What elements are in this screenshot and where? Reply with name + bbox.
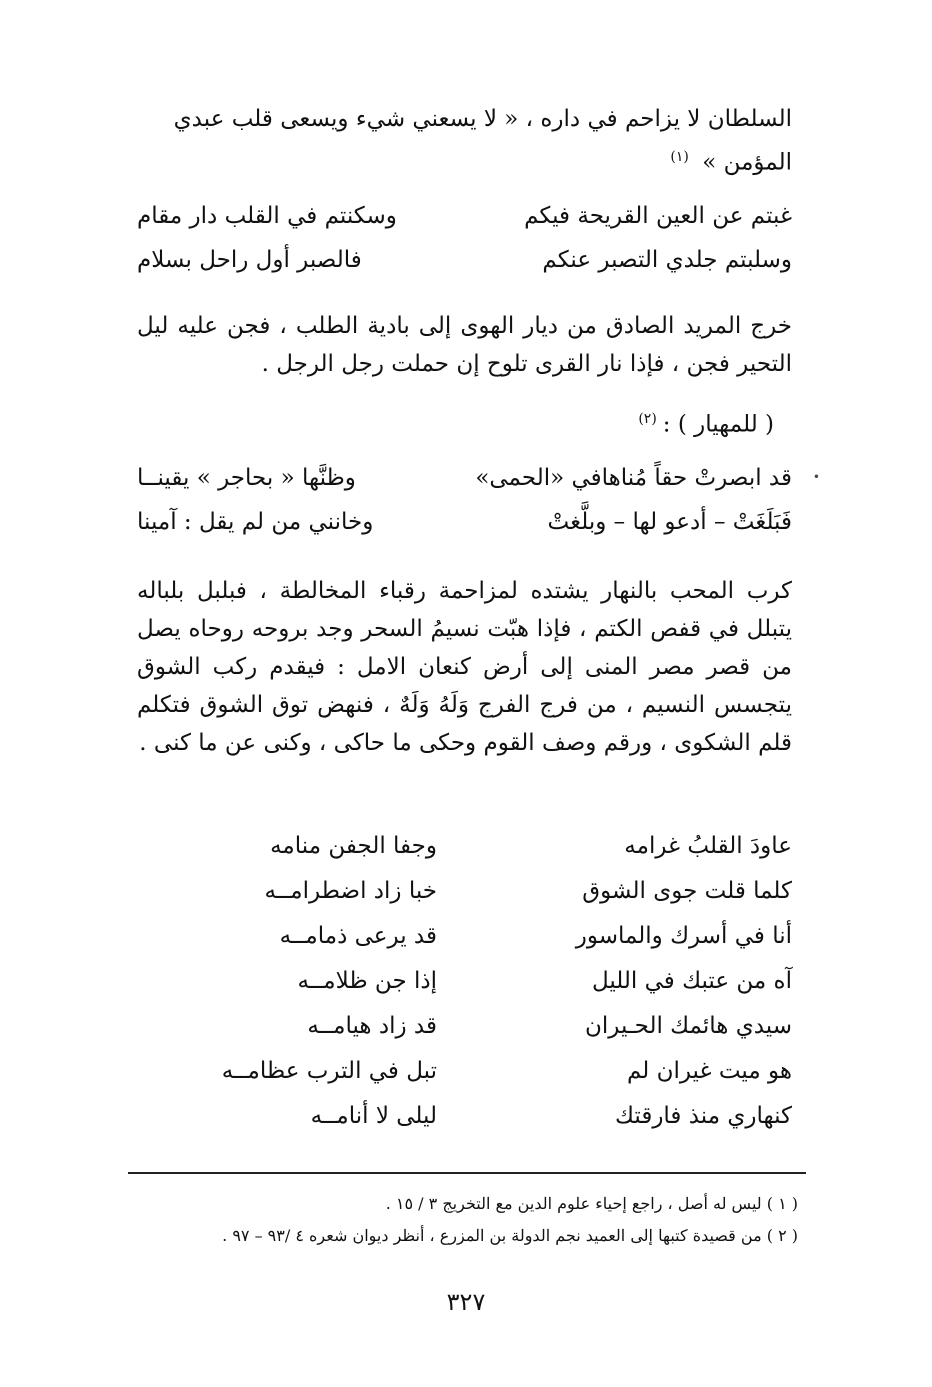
line-right: سيدي هائمك الحـيران — [584, 1013, 792, 1039]
muwashshah-line — [137, 869, 792, 914]
intro-paragraph — [137, 100, 792, 182]
hemistich-left: وخانني من لم يقل : آمينا — [137, 509, 374, 535]
prose-paragraph-1 — [137, 307, 792, 383]
line-right: آه من عتبك في الليل — [591, 968, 792, 994]
prose-paragraph-2 — [137, 572, 792, 762]
verse-line — [137, 238, 792, 282]
hemistich-left: وظنَّها « بحاجر » يقينــا — [137, 465, 356, 491]
footnote-ref-1: (١) — [670, 149, 689, 165]
intro-line-1: السلطان لا يزاحم في داره ، « لا يسعني شيء ويسعى قلب عبدي — [173, 106, 792, 132]
footnote-divider — [128, 1172, 806, 1174]
hemistich-left: وسكنتم في القلب دار مقام — [137, 203, 397, 229]
page-number: ٣٢٧ — [446, 1288, 486, 1316]
line-left: إذا جن ظلامــه — [297, 968, 437, 994]
line-left: تبل في الترب عظامــه — [221, 1058, 437, 1084]
verse-block-1 — [137, 194, 792, 282]
verse-line — [137, 456, 792, 500]
line-left: خبا زاد اضطرامــه — [264, 878, 437, 904]
intro-line-2 — [137, 138, 792, 182]
prose-text: كرب المحب بالنهار يشتده لمزاحمة رقباء المخالطة ، فبلبل بلباله يتبلل في قفص الكتم ، فإذا هبّت نسيمُ السحر وجد بروحه روحاه يصل من قصر مصر المنى إلى أرض كنعان الامل : فيقدم ركب الشوق يتجسس النسيم ، من فرج الفرج وَلَهُ وَلَهٌ ، فنهض توق الشوق فتكلم قلم الشكوى ، ورقم وصف القوم وحكى ما حاكى ، وكنى عن ما كنى . — [137, 578, 792, 756]
muwashshah-line — [137, 824, 792, 869]
muwashshah-line — [137, 1004, 792, 1049]
footnote-ref-2: (٢) — [638, 411, 657, 427]
footnotes — [118, 1188, 798, 1252]
verse-line — [137, 194, 792, 238]
attribution — [137, 400, 792, 444]
muwashshah-line — [137, 1094, 792, 1139]
footnote-2: ( ٢ ) من قصيدة كتبها إلى العميد نجم الدولة بن المزرع ، أنظر ديوان شعره ٤ /٩٣ – ٩٧ . — [222, 1226, 798, 1245]
muwashshah-line — [137, 914, 792, 959]
attribution-text: ( للمهيار ) : — [662, 411, 774, 438]
hemistich-left: فالصبر أول راحل بسلام — [137, 247, 362, 273]
line-right: كنهاري منذ فارقتك — [615, 1103, 792, 1129]
line-left: قد زاد هيامــه — [307, 1013, 437, 1039]
verse-block-2 — [137, 456, 792, 544]
hemistich-right: وسلبتم جلدي التصبر عنكم — [542, 247, 792, 273]
muwashshah-line — [137, 1049, 792, 1094]
muwashshah-block — [137, 824, 792, 1139]
hemistich-right: فَبَلَغَتْ – أدعو لها – وبلَّغتْ — [547, 509, 792, 535]
line-right: أنا في أسرك والماسور — [575, 923, 792, 949]
verse-line — [137, 500, 792, 544]
line-left: وجفا الجفن منامه — [270, 833, 437, 859]
prose-text: خرج المريد الصادق من ديار الهوى إلى بادية الطلب ، فجن عليه ليل التحير فجن ، فإذا نار القرى تلوح إن حملت رجل الرجل . — [137, 313, 792, 377]
line-right: كلما قلت جوى الشوق — [582, 878, 792, 904]
line-right: هو ميت غيران لم — [626, 1058, 792, 1084]
intro-line-2-text: المؤمن » — [694, 149, 792, 176]
attribution-line — [137, 400, 792, 444]
margin-dot: • — [812, 470, 820, 484]
hemistich-right: قد ابصرتْ حقاً مُناهافي «الحمى» — [475, 465, 792, 491]
footnote-1: ( ١ ) ليس له أصل ، راجع إحياء علوم الدين مع التخريج ٣ / ١٥ . — [385, 1194, 798, 1213]
line-right: عاودَ القلبُ غرامه — [624, 833, 792, 859]
line-left: قد يرعى ذمامــه — [279, 923, 437, 949]
hemistich-right: غبتم عن العين القريحة فيكم — [524, 203, 792, 229]
line-left: ليلى لا أنامــه — [310, 1103, 437, 1129]
muwashshah-line — [137, 959, 792, 1004]
